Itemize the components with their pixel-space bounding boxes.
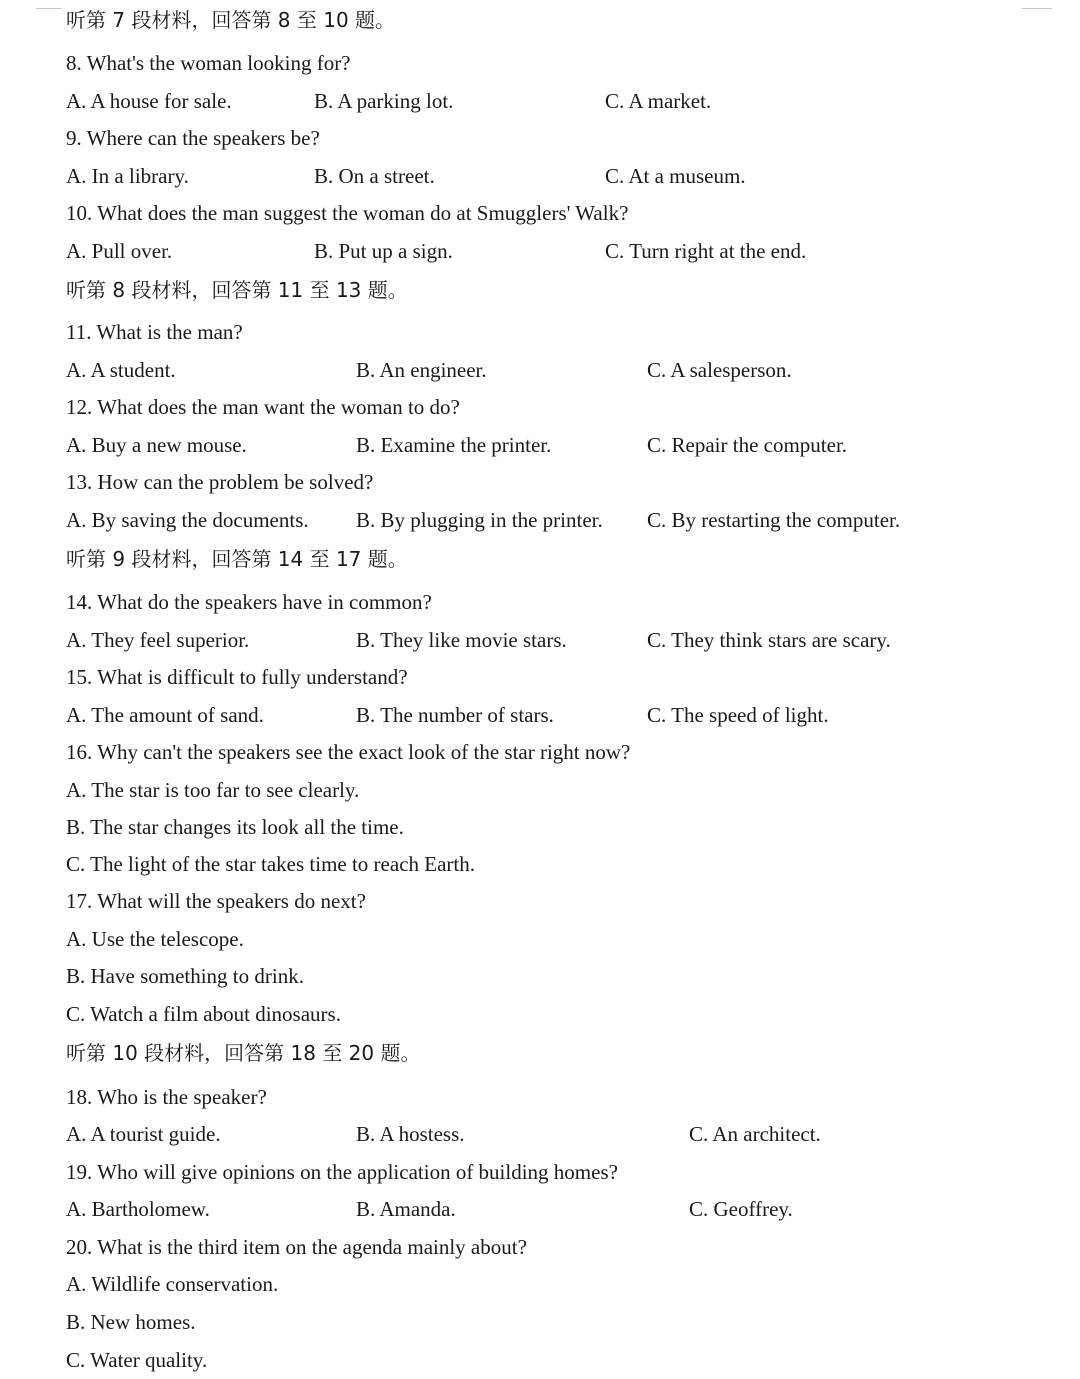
- question-12: 12. What does the man want the woman to do?: [66, 395, 460, 419]
- option-a: A. A house for sale.: [66, 89, 232, 113]
- question-15: 15. What is difficult to fully understand?: [66, 665, 408, 689]
- section-heading: 听第 9 段材料，回答第 14 至 17 题。: [66, 547, 408, 571]
- option-b: B. A hostess.: [356, 1122, 465, 1146]
- option-b: B. Examine the printer.: [356, 433, 552, 457]
- option-a: A. A student.: [66, 358, 176, 382]
- question-14: 14. What do the speakers have in common?: [66, 590, 432, 614]
- option-17b: B. Have something to drink.: [66, 964, 304, 988]
- option-b: B. Put up a sign.: [314, 239, 453, 263]
- option-20a: A. Wildlife conservation.: [66, 1272, 279, 1296]
- option-16c: C. The light of the star takes time to reach Earth.: [66, 852, 475, 876]
- option-a: A. They feel superior.: [66, 628, 250, 652]
- option-c: C. They think stars are scary.: [647, 628, 891, 652]
- option-a: A. A tourist guide.: [66, 1122, 221, 1146]
- option-b: B. A parking lot.: [314, 89, 454, 113]
- option-16b: B. The star changes its look all the time.: [66, 815, 404, 839]
- option-20b: B. New homes.: [66, 1310, 196, 1334]
- option-a: A. The amount of sand.: [66, 703, 264, 727]
- question-10: 10. What does the man suggest the woman do at Smugglers' Walk?: [66, 201, 629, 225]
- option-b: B. By plugging in the printer.: [356, 508, 603, 532]
- option-b: B. Amanda.: [356, 1197, 456, 1221]
- page-corner-mark-left: [36, 0, 62, 9]
- question-16: 16. Why can't the speakers see the exact look of the star right now?: [66, 740, 631, 764]
- option-a: A. Pull over.: [66, 239, 173, 263]
- section-heading: 听第 10 段材料，回答第 18 至 20 题。: [66, 1041, 421, 1065]
- option-c: C. A market.: [605, 89, 712, 113]
- question-20: 20. What is the third item on the agenda mainly about?: [66, 1235, 527, 1259]
- option-c: C. Repair the computer.: [647, 433, 848, 457]
- option-17c: C. Watch a film about dinosaurs.: [66, 1002, 341, 1026]
- question-18: 18. Who is the speaker?: [66, 1085, 267, 1109]
- question-13: 13. How can the problem be solved?: [66, 470, 374, 494]
- option-a: A. By saving the documents.: [66, 508, 309, 532]
- option-c: C. Turn right at the end.: [605, 239, 807, 263]
- option-c: C. By restarting the computer.: [647, 508, 901, 532]
- section-heading: 听第 7 段材料，回答第 8 至 10 题。: [66, 8, 396, 32]
- option-16a: A. The star is too far to see clearly.: [66, 778, 360, 802]
- question-11: 11. What is the man?: [66, 320, 243, 344]
- option-b: B. On a street.: [314, 164, 435, 188]
- option-20c: C. Water quality.: [66, 1348, 208, 1372]
- option-a: A. In a library.: [66, 164, 189, 188]
- option-c: C. The speed of light.: [647, 703, 829, 727]
- question-8: 8. What's the woman looking for?: [66, 51, 351, 75]
- question-17: 17. What will the speakers do next?: [66, 889, 366, 913]
- question-9: 9. Where can the speakers be?: [66, 126, 320, 150]
- page-corner-mark-right: [1022, 0, 1052, 9]
- option-b: B. The number of stars.: [356, 703, 554, 727]
- option-17a: A. Use the telescope.: [66, 927, 244, 951]
- section-heading: 听第 8 段材料，回答第 11 至 13 题。: [66, 278, 408, 302]
- option-b: B. An engineer.: [356, 358, 487, 382]
- option-a: A. Bartholomew.: [66, 1197, 210, 1221]
- option-c: C. An architect.: [689, 1122, 821, 1146]
- question-19: 19. Who will give opinions on the application of building homes?: [66, 1160, 618, 1184]
- option-b: B. They like movie stars.: [356, 628, 567, 652]
- option-c: C. At a museum.: [605, 164, 746, 188]
- option-a: A. Buy a new mouse.: [66, 433, 247, 457]
- option-c: C. Geoffrey.: [689, 1197, 793, 1221]
- option-c: C. A salesperson.: [647, 358, 792, 382]
